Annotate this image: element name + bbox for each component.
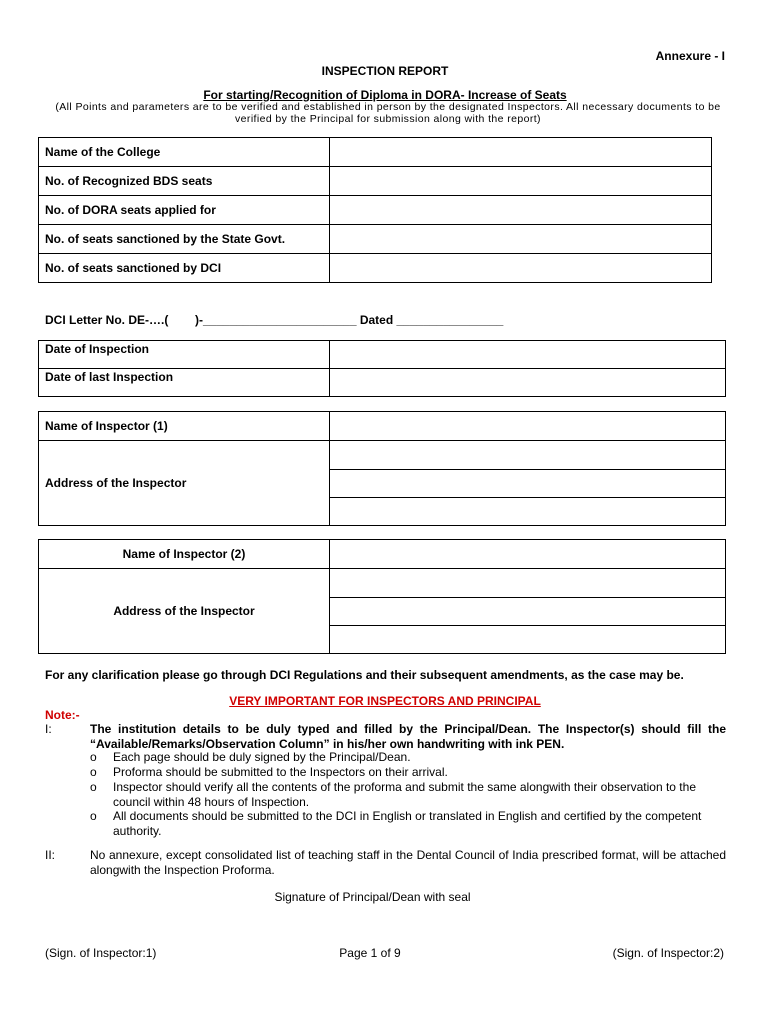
- page-number: Page 1 of 9: [339, 946, 401, 960]
- inspector-1-table: [38, 411, 726, 526]
- row-label: Address of the Inspector: [39, 441, 330, 526]
- inspector-2-table: [38, 539, 726, 654]
- table-row: [39, 254, 712, 283]
- row-label: No. of seats sanctioned by DCI: [39, 254, 330, 283]
- bullet-icon: o: [90, 809, 97, 823]
- table-row: [39, 138, 712, 167]
- dci-letter-line: DCI Letter No. DE-….( )-_______________________ Dated ________________: [45, 313, 504, 327]
- annexure-label: Annexure - I: [655, 49, 725, 63]
- list-item: [90, 809, 726, 839]
- dci-sanctioned-field[interactable]: [330, 254, 712, 283]
- bullet-text: Each page should be duly signed by the Principal/Dean.: [113, 750, 411, 764]
- row-label: Date of last Inspection: [39, 369, 330, 397]
- row-label: Name of Inspector (1): [39, 412, 330, 441]
- table-row: [39, 225, 712, 254]
- college-name-field[interactable]: [330, 138, 712, 167]
- bds-seats-field[interactable]: [330, 167, 712, 196]
- row-label: Name of the College: [39, 138, 330, 167]
- note-label: Note:-: [45, 708, 80, 722]
- table-row: [39, 569, 726, 598]
- inspector-2-signature: (Sign. of Inspector:2): [612, 946, 724, 960]
- note-1-text: The institution details to be duly typed and filled by the Principal/Dean. The Inspector(s) should fill the “Available/Remarks/Observation Column” in his/her own handwriting with ink PEN.: [90, 722, 726, 751]
- bullet-text: Proforma should be submitted to the Inspectors on their arrival.: [113, 765, 448, 779]
- bullet-text: Inspector should verify all the contents of the proforma and submit the same alongwith their observation to the council within 48 hours of Inspection.: [113, 780, 696, 809]
- clarification-text: For any clarification please go through DCI Regulations and their subsequent amendments, as the case may be.: [45, 668, 684, 682]
- inspector-2-address-line-2[interactable]: [330, 598, 726, 626]
- note-2-number: II:: [45, 848, 56, 862]
- list-item: [90, 765, 726, 780]
- table-row: [39, 369, 726, 397]
- note-1-number: I:: [45, 722, 52, 736]
- date-of-last-inspection-field[interactable]: [330, 369, 726, 397]
- table-row: [39, 341, 726, 369]
- row-label: No. of Recognized BDS seats: [39, 167, 330, 196]
- inspection-dates-table: [38, 340, 726, 397]
- list-item: [90, 750, 726, 765]
- college-details-table: [38, 137, 712, 283]
- inspector-1-address-line-3[interactable]: [330, 498, 726, 526]
- row-label: No. of DORA seats applied for: [39, 196, 330, 225]
- bullet-icon: o: [90, 780, 97, 794]
- table-row: [39, 412, 726, 441]
- row-label: No. of seats sanctioned by the State Govt.: [39, 225, 330, 254]
- report-subtitle: For starting/Recognition of Diploma in DORA- Increase of Seats: [203, 88, 567, 102]
- inspector-1-address-line-2[interactable]: [330, 470, 726, 498]
- inspector-2-address-line-1[interactable]: [330, 569, 726, 598]
- dora-seats-field[interactable]: [330, 196, 712, 225]
- inspector-2-address-line-3[interactable]: [330, 626, 726, 654]
- table-row: [39, 196, 712, 225]
- inspector-2-name-field[interactable]: [330, 540, 726, 569]
- note-2-text: No annexure, except consolidated list of teaching staff in the Dental Council of India prescribed format, will be attached alongwith the Inspection Proforma.: [90, 848, 726, 877]
- table-row: [39, 441, 726, 470]
- row-label: Name of Inspector (2): [39, 540, 330, 569]
- important-heading: VERY IMPORTANT FOR INSPECTORS AND PRINCIPAL: [229, 694, 541, 708]
- inspector-1-name-field[interactable]: [330, 412, 726, 441]
- list-item: [90, 780, 726, 810]
- inspector-1-signature: (Sign. of Inspector:1): [45, 946, 157, 960]
- date-of-inspection-field[interactable]: [330, 341, 726, 369]
- row-label: Date of Inspection: [39, 341, 330, 369]
- principal-signature-label: Signature of Principal/Dean with seal: [274, 890, 471, 904]
- table-row: [39, 167, 712, 196]
- bullet-icon: o: [90, 750, 97, 764]
- state-sanctioned-field[interactable]: [330, 225, 712, 254]
- report-title: INSPECTION REPORT: [321, 64, 449, 78]
- bullet-icon: o: [90, 765, 97, 779]
- bullet-text: All documents should be submitted to the DCI in English or translated in English and certified by the competent authority.: [113, 809, 702, 838]
- table-row: [39, 540, 726, 569]
- row-label: Address of the Inspector: [39, 569, 330, 654]
- inspector-1-address-line-1[interactable]: [330, 441, 726, 470]
- instructions-text: (All Points and parameters are to be verified and established in person by the designated Inspectors. All necessary documents to be verified by the Principal for submission along with the report): [55, 101, 721, 125]
